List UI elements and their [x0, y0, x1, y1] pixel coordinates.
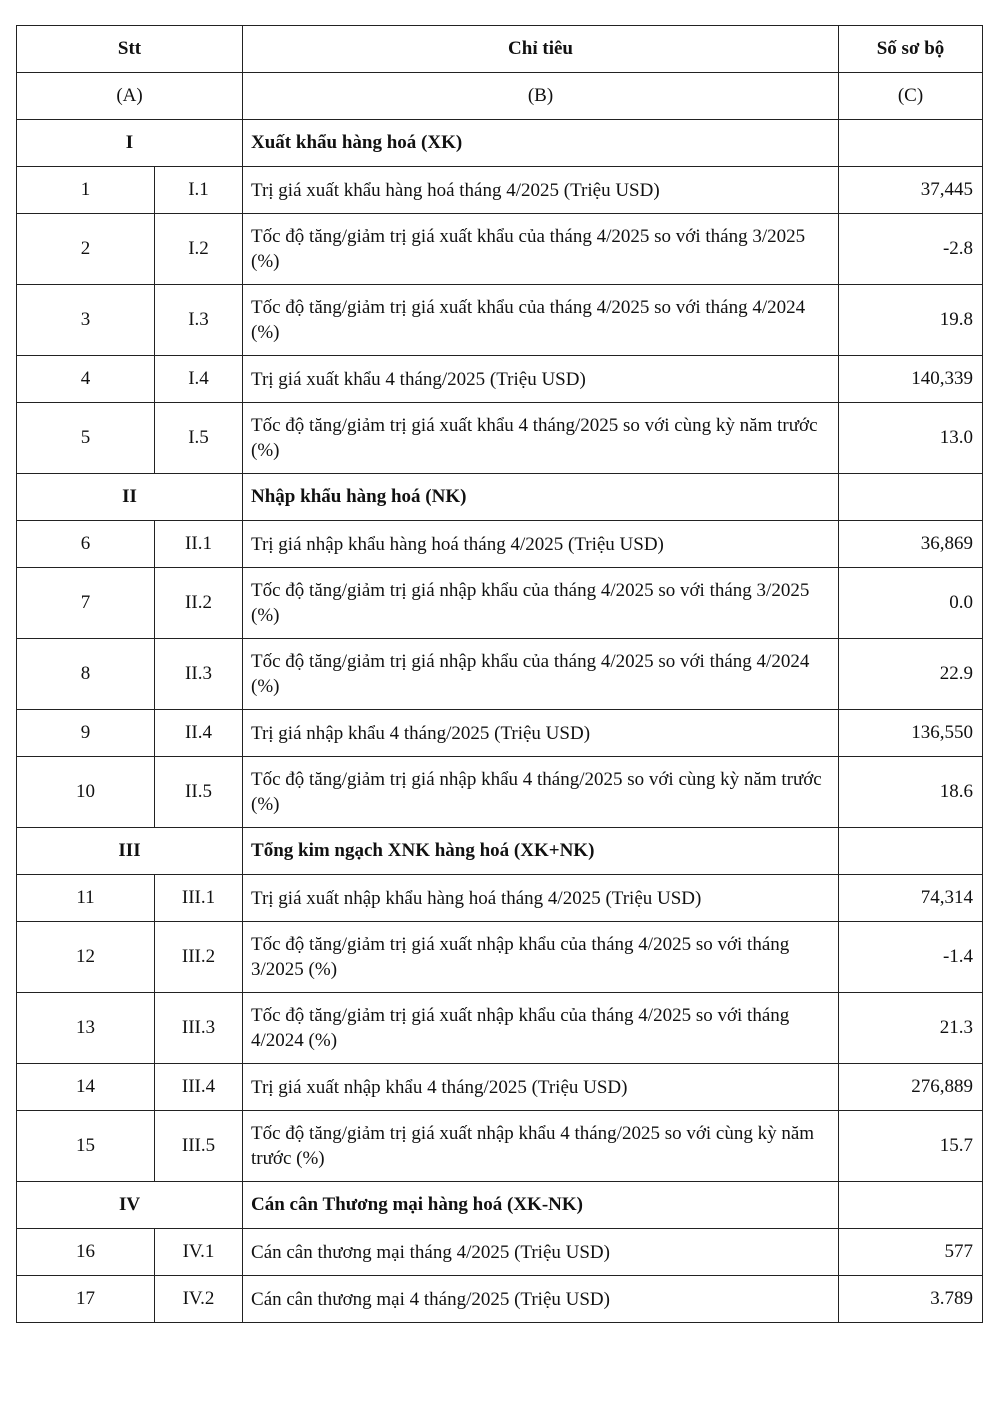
row-code: II.5: [155, 757, 243, 828]
row-code: III.5: [155, 1111, 243, 1182]
section-title: Xuất khẩu hàng hoá (XK): [243, 120, 839, 167]
row-label: Tốc độ tăng/giảm trị giá xuất nhập khẩu 4 tháng/2025 so với cùng kỳ năm trước (%): [243, 1111, 839, 1182]
row-code: I.2: [155, 214, 243, 285]
row-value: 15.7: [839, 1111, 983, 1182]
table-body: [17, 120, 983, 1323]
row-stt: 11: [17, 875, 155, 922]
table-row: [17, 710, 983, 757]
section-row: [17, 1182, 983, 1229]
table-row: [17, 757, 983, 828]
row-stt: 14: [17, 1064, 155, 1111]
row-value: 13.0: [839, 403, 983, 474]
section-row: [17, 120, 983, 167]
row-label: Tốc độ tăng/giảm trị giá xuất nhập khẩu của tháng 4/2025 so với tháng 3/2025 (%): [243, 922, 839, 993]
row-stt: 8: [17, 639, 155, 710]
row-value: 22.9: [839, 639, 983, 710]
row-label: Tốc độ tăng/giảm trị giá xuất nhập khẩu của tháng 4/2025 so với tháng 4/2024 (%): [243, 993, 839, 1064]
section-value-empty: [839, 1182, 983, 1229]
table-row: [17, 922, 983, 993]
row-label: Tốc độ tăng/giảm trị giá xuất khẩu của tháng 4/2025 so với tháng 3/2025 (%): [243, 214, 839, 285]
row-label: Tốc độ tăng/giảm trị giá nhập khẩu của tháng 4/2025 so với tháng 3/2025 (%): [243, 568, 839, 639]
section-number: II: [17, 474, 243, 521]
row-value: 74,314: [839, 875, 983, 922]
section-title: Tổng kim ngạch XNK hàng hoá (XK+NK): [243, 828, 839, 875]
table-row: [17, 993, 983, 1064]
table-row: [17, 521, 983, 568]
row-value: 0.0: [839, 568, 983, 639]
row-code: II.4: [155, 710, 243, 757]
column-label-a: (A): [17, 73, 243, 120]
row-stt: 3: [17, 285, 155, 356]
row-stt: 10: [17, 757, 155, 828]
section-number: I: [17, 120, 243, 167]
row-stt: 7: [17, 568, 155, 639]
row-value: -1.4: [839, 922, 983, 993]
row-stt: 6: [17, 521, 155, 568]
row-label: Trị giá xuất nhập khẩu 4 tháng/2025 (Triệu USD): [243, 1064, 839, 1111]
table-row: [17, 568, 983, 639]
row-code: III.2: [155, 922, 243, 993]
table-row: [17, 403, 983, 474]
row-label: Tốc độ tăng/giảm trị giá xuất khẩu 4 tháng/2025 so với cùng kỳ năm trước (%): [243, 403, 839, 474]
row-label: Trị giá xuất nhập khẩu hàng hoá tháng 4/2025 (Triệu USD): [243, 875, 839, 922]
column-label-c: (C): [839, 73, 983, 120]
row-label: Cán cân thương mại 4 tháng/2025 (Triệu USD): [243, 1276, 839, 1323]
trade-statistics-table: [16, 25, 983, 1323]
table-row: [17, 1111, 983, 1182]
section-number: III: [17, 828, 243, 875]
section-title: Nhập khẩu hàng hoá (NK): [243, 474, 839, 521]
section-title: Cán cân Thương mại hàng hoá (XK-NK): [243, 1182, 839, 1229]
table-row: [17, 1064, 983, 1111]
row-stt: 13: [17, 993, 155, 1064]
row-code: II.3: [155, 639, 243, 710]
row-label: Trị giá nhập khẩu 4 tháng/2025 (Triệu USD): [243, 710, 839, 757]
row-code: I.3: [155, 285, 243, 356]
header-value: Số sơ bộ: [839, 26, 983, 73]
row-value: 21.3: [839, 993, 983, 1064]
row-stt: 15: [17, 1111, 155, 1182]
row-value: 3.789: [839, 1276, 983, 1323]
row-code: I.5: [155, 403, 243, 474]
row-value: 19.8: [839, 285, 983, 356]
row-stt: 9: [17, 710, 155, 757]
row-code: III.4: [155, 1064, 243, 1111]
row-value: 18.6: [839, 757, 983, 828]
row-value: -2.8: [839, 214, 983, 285]
row-label: Trị giá xuất khẩu 4 tháng/2025 (Triệu USD): [243, 356, 839, 403]
row-label: Tốc độ tăng/giảm trị giá xuất khẩu của tháng 4/2025 so với tháng 4/2024 (%): [243, 285, 839, 356]
header-row: [17, 26, 983, 73]
section-value-empty: [839, 120, 983, 167]
row-value: 36,869: [839, 521, 983, 568]
row-stt: 12: [17, 922, 155, 993]
column-label-row: [17, 73, 983, 120]
table-row: [17, 356, 983, 403]
row-stt: 2: [17, 214, 155, 285]
section-row: [17, 828, 983, 875]
section-value-empty: [839, 474, 983, 521]
column-label-b: (B): [243, 73, 839, 120]
header-indicator: Chỉ tiêu: [243, 26, 839, 73]
row-label: Cán cân thương mại tháng 4/2025 (Triệu USD): [243, 1229, 839, 1276]
table-row: [17, 214, 983, 285]
row-label: Trị giá nhập khẩu hàng hoá tháng 4/2025 (Triệu USD): [243, 521, 839, 568]
row-stt: 5: [17, 403, 155, 474]
row-code: II.1: [155, 521, 243, 568]
section-number: IV: [17, 1182, 243, 1229]
row-value: 276,889: [839, 1064, 983, 1111]
row-code: I.1: [155, 167, 243, 214]
row-value: 37,445: [839, 167, 983, 214]
table-row: [17, 1276, 983, 1323]
row-code: IV.2: [155, 1276, 243, 1323]
header-stt: Stt: [17, 26, 243, 73]
row-value: 577: [839, 1229, 983, 1276]
table-row: [17, 639, 983, 710]
row-label: Tốc độ tăng/giảm trị giá nhập khẩu 4 tháng/2025 so với cùng kỳ năm trước (%): [243, 757, 839, 828]
row-code: IV.1: [155, 1229, 243, 1276]
table-row: [17, 1229, 983, 1276]
row-stt: 4: [17, 356, 155, 403]
table-row: [17, 285, 983, 356]
row-code: III.3: [155, 993, 243, 1064]
row-label: Tốc độ tăng/giảm trị giá nhập khẩu của tháng 4/2025 so với tháng 4/2024 (%): [243, 639, 839, 710]
row-value: 136,550: [839, 710, 983, 757]
row-stt: 17: [17, 1276, 155, 1323]
table-row: [17, 875, 983, 922]
row-code: I.4: [155, 356, 243, 403]
row-label: Trị giá xuất khẩu hàng hoá tháng 4/2025 (Triệu USD): [243, 167, 839, 214]
section-value-empty: [839, 828, 983, 875]
table-row: [17, 167, 983, 214]
row-value: 140,339: [839, 356, 983, 403]
section-row: [17, 474, 983, 521]
row-stt: 16: [17, 1229, 155, 1276]
row-stt: 1: [17, 167, 155, 214]
row-code: III.1: [155, 875, 243, 922]
row-code: II.2: [155, 568, 243, 639]
